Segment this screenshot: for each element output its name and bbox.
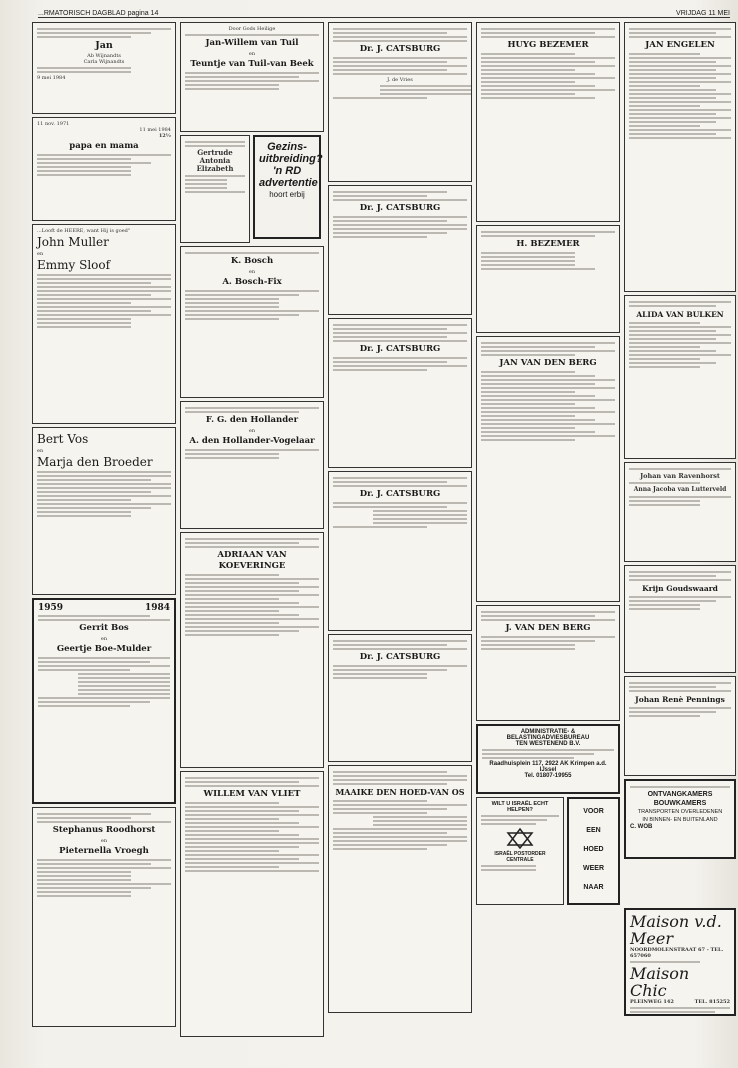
obituary-h-bezemer [476,225,620,333]
ad-name: A. Bosch-Fix [222,277,282,287]
ad-name: papa en mama [69,141,139,151]
rd-advert-promo [253,135,321,239]
ad-name: J. VAN DEN BERG [505,623,591,633]
ad-year: 1959 [38,603,64,613]
ad-name: Johan Renè Pennings [635,695,725,704]
ad-text: en [100,636,108,642]
ad-name: Dr. J. CATSBURG [359,44,441,54]
ad-name: Marja den Broeder [37,455,153,469]
obituary-huyg-bezemer [476,22,620,222]
obituary-catsburg-5 [328,634,472,762]
ad-text: ...Looft de HEERE, want Hij is goed" [37,228,131,234]
obituary-catsburg-1 [328,22,472,182]
ad-name: A. den Hollander-Vogelaar [189,436,315,446]
ad-name: Anna Jacoba van Lutterveld [633,486,727,493]
advert-text: WEER [583,865,604,872]
advert-logo: Maison v.d. Meer [630,912,722,948]
ad-text: en [37,251,44,257]
ad-name: WILLEM VAN VLIET [203,789,301,799]
announcement-birth [180,135,250,243]
advert-subtitle: TEN WESTENEND B.V. [515,741,581,747]
ad-name: Geertje Boe-Mulder [56,644,152,654]
advert-phone: TEL. 815252 [694,999,730,1005]
ad-text: Door Gods Heilige [228,26,276,32]
ad-text: 11 nov. 1971 [37,121,70,127]
star-of-david-icon [505,827,535,849]
advert-maison [624,908,736,1016]
obituary-koeveringe [180,532,324,768]
ad-name: ADRIAAN VAN KOEVERINGE [217,550,287,571]
column-2 [180,22,324,1040]
ad-name: Dr. J. CATSBURG [359,489,441,499]
ad-name: Teuntje van Tuil-van Beek [190,59,314,69]
ad-year: 1984 [144,603,170,613]
ad-name: HUYG BEZEMER [507,40,589,50]
obituary-jan-van-den-berg [476,336,620,602]
ad-text: en [37,448,44,454]
advert-phone: Tel. 01807-19955 [524,773,572,779]
ad-name: JAN VAN DEN BERG [499,358,597,368]
ad-text: Carla Wijnandts [83,59,125,65]
ad-text: J. de Vries [387,77,413,83]
ad-name: MAAIKE DEN HOED-VAN OS [335,787,465,797]
obituary-van-ravenhorst [624,462,736,562]
ad-name: Gerrit Bos [79,623,129,633]
advert-text: VOOR [583,808,604,815]
obituary-den-hoed [328,765,472,1013]
ad-text: Ab Wijnandts [87,53,121,59]
announcement-vos-broeder [32,427,176,595]
announcement-bosch-fix [180,246,324,398]
column-5 [624,22,736,862]
advert-address: PLEINWEG 142 [630,999,674,1005]
ad-name: ALIDA VAN BULKEN [636,310,724,319]
advert-title: ADMINISTRATIE- & BELASTINGADVIESBUREAU [506,729,590,741]
ad-name: Gertrude Antonia Elizabeth [196,148,234,173]
ad-name: Stephanus Roodhorst [52,825,156,835]
ad-name: K. Bosch [230,256,274,266]
promo-text: Gezins- [267,141,307,153]
ad-text: en [100,838,108,844]
ad-name: Emmy Sloof [37,258,111,272]
promo-text: advertentie [259,177,318,189]
header-date: VRIJDAG 11 MEI [676,10,730,17]
advert-ten-westenend [476,724,620,794]
obituary-j-van-den-berg [476,605,620,721]
ad-name: F. G. den Hollander [205,415,299,425]
header-title: ...RMATORISCH DAGBLAD pagina 14 [38,10,159,17]
advert-text: TRANSPORTEN OVERLEDENEN [637,809,723,815]
announcement-jubilee [32,117,176,221]
ad-name: Jan [95,40,113,51]
advert-address: NOORDMOLENSTRAAT 67 - TEL. 657060 [630,947,724,959]
ad-text: 12½ [158,133,171,139]
ad-name: JAN ENGELEN [645,40,715,50]
ad-text: en [248,269,256,275]
announcement-roodhorst-vroegh [32,807,176,1027]
obituary-goudswaard [624,565,736,673]
advert-israel [476,797,564,905]
promo-text: uitbreiding? [259,153,323,165]
advert-text: EEN [586,827,601,834]
announcement-den-hollander [180,401,324,529]
obituary-pennings [624,676,736,776]
ad-name: Jan-Willem van Tuil [205,38,299,48]
ad-name: Johan van Ravenhorst [640,472,720,480]
advert-text: IN BINNEN- EN BUITENLAND [642,817,718,823]
ad-name: John Muller [37,235,109,249]
obituary-catsburg-2 [328,185,472,315]
announcement-jan [32,22,176,114]
advert-title: WILT U ISRAËL ECHT HELPEN? [491,801,549,813]
ad-name: H. BEZEMER [516,239,580,249]
column-4 [476,22,620,908]
advert-text: ONTVANGKAMERS [647,791,713,798]
ad-name: Dr. J. CATSBURG [359,203,441,213]
obituary-alida-van-bulken [624,295,736,459]
page-header [38,6,730,18]
promo-text: hoort erbij [269,190,305,199]
advert-address: Raadhuisplein 117, 2922 AK Krimpen a.d. IJssel [489,761,607,773]
announcement-muller-sloof [32,224,176,424]
ad-text: en [248,428,256,434]
advert-text: BOUWKAMERS [653,800,707,807]
advert-text: HOED [583,846,604,853]
obituary-van-vliet [180,771,324,1037]
ad-name: Dr. J. CATSBURG [359,344,441,354]
ad-date: 9 mei 1984 [37,75,66,81]
ad-name: Pieternella Vroegh [59,846,149,856]
ad-name: Krijn Goudswaard [642,584,718,593]
announcement-van-tuil [180,22,324,132]
obituary-jan-engelen [624,22,736,292]
promo-text: 'n RD [272,165,302,177]
column-3 [328,22,472,1016]
advert-text: NAAR [583,884,604,891]
announcement-bos-mulder [32,598,176,804]
ad-name: Dr. J. CATSBURG [359,652,441,662]
ad-text: 11 mei 1984 [139,127,171,133]
advert-hoed [567,797,620,905]
advert-logo: Maison Chic [630,964,690,1000]
ad-name: Bert Vos [37,432,89,446]
advert-funeral-services [624,779,736,859]
column-1 [32,22,176,1030]
obituary-catsburg-4 [328,471,472,631]
advert-org: ISRAËL POSTORDER CENTRALE [494,851,546,863]
advert-brand: C. WOB [630,824,653,830]
obituary-catsburg-3 [328,318,472,468]
ad-text: en [248,51,256,57]
